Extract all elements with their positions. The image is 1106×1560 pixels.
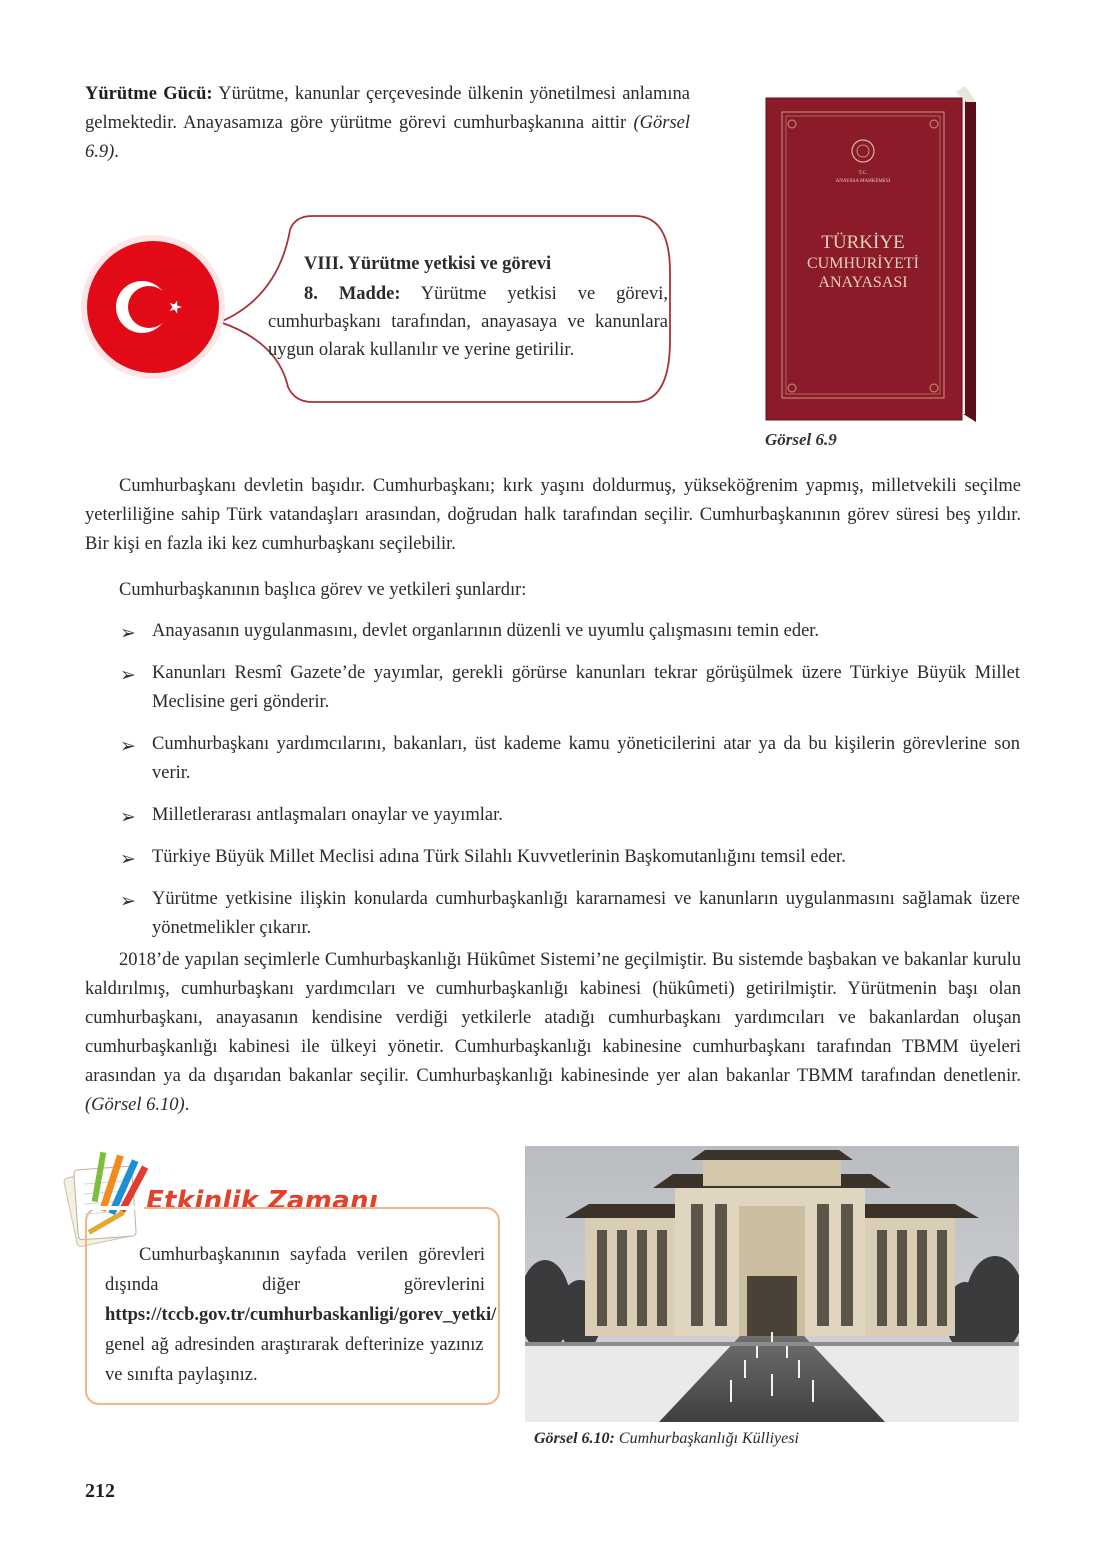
intro-figure-ref: (Görsel 6.9) (85, 113, 690, 162)
bubble-article (268, 280, 668, 364)
duties-list (120, 617, 1020, 956)
list-item: ➢ Anayasanın uygulanmasını, devlet organlarının düzenli ve uyumlu çalışmasını temin eder. (120, 617, 1020, 646)
activity-box-gap (84, 1206, 144, 1210)
photo-caption-label: Görsel 6.10: (534, 1430, 615, 1447)
book-tc: T.C. (858, 170, 868, 176)
intro-paragraph: Yürütme Gücü: Yürütme, kanunlar çerçevesinde ülkenin yönetilmesi anlamına gelmektedir. Anayasamıza göre yürütme görevi cumhurbaşkanına aittir (Görsel 6.9). (85, 84, 690, 162)
book-caption: Görsel 6.9 (765, 430, 837, 449)
duties-intro: Cumhurbaşkanının başlıca görev ve yetkileri şunlardır: (119, 580, 527, 600)
page-number: 212 (85, 1480, 115, 1502)
list-item: ➢ Türkiye Büyük Millet Meclisi adına Türk Silahlı Kuvvetlerinin Başkomutanlığını temsil eder. (120, 843, 1020, 872)
activity-title: Etkinlik Zamanı (146, 1186, 379, 1216)
presidential-complex-photo (525, 1146, 1019, 1422)
photo-caption: Görsel 6.10: Cumhurbaşkanlığı Külliyesi (534, 1430, 799, 1447)
article-text: Yürütme yetkisi ve görevi, cumhurbaşkanı tarafından, anayasaya ve kanunlara uygun olarak kullanılır ve yerine getirilir. (268, 284, 668, 360)
turkish-flag-icon (81, 235, 225, 379)
list-item: ➢ Milletlerarası antlaşmaları onaylar ve yayımlar. (120, 801, 1020, 830)
article-label: 8. Madde: (304, 284, 401, 304)
book-title-3: ANAYASASI (818, 274, 908, 291)
book-title-1: TÜRKİYE (821, 232, 905, 253)
list-item: ➢ Yürütme yetkisine ilişkin konularda cumhurbaşkanlığı kararnamesi ve kanunların uygulanmasını sağlamak üzere yönetmelikler çıkarır. (120, 889, 1020, 938)
president-paragraph: Cumhurbaşkanı devletin başıdır. Cumhurbaşkanı; kırk yaşını doldurmuş, yükseköğrenim yapmış, milletvekili seçilme yeterliliğine sahip Türk vatandaşları arasından, doğrudan halk tarafından seçilir. Cumhurbaşkanının görev süresi beş yıldır. Bir kişi en fazla iki kez cumhurbaşkanı seçilebilir. (85, 476, 1021, 554)
government-system-paragraph: 2018’de yapılan seçimlerle Cumhurbaşkanlığı Hükûmet Sistemi’ne geçilmiştir. Bu sistemde başbakan ve bakanlar kurulu kaldırılmış, cumhurbaşkanı yardımcıları ve cumhurbaşkanlığı kabinesi (hükûmeti) getirilmiştir. Yürütmenin başı olan cumhurbaşkanı, anayasanın kendisine verdiği yetkilerle atadığı cumhurbaşkanı yardımcıları ve bakanlardan oluşan cumhurbaşkanlığı kabinesi ile ülkeyi yönetir. Cumhurbaşkanlığı kabinesine cumhurbaşkanı tarafından TBMM üyeleri arasından ya da dışarıdan bakanlar seçilir. Cumhurbaşkanlığı kabinesinde yer alan bakanlar TBMM tarafından denetlenir. (Görsel 6.10). (85, 950, 1021, 1115)
para2-figure-ref: (Görsel 6.10) (85, 1095, 185, 1115)
intro-text: Yürütme, kanunlar çerçevesinde ülkenin yönetilmesi anlamına gelmektedir. Anayasamıza göre yürütme görevi cumhurbaşkanına aittir (85, 84, 690, 133)
constitution-book-image (760, 78, 980, 423)
arrow-bullet-icon: ➢ (120, 849, 136, 870)
book-title-2: CUMHURİYETİ (807, 255, 919, 272)
book-court: ANAYASA MAHKEMESİ (835, 179, 891, 184)
bubble-content (268, 250, 668, 364)
arrow-bullet-icon: ➢ (120, 807, 136, 828)
list-item: ➢ Cumhurbaşkanı yardımcılarını, bakanları, üst kademe kamu yöneticilerini atar ya da bu kişilerin görevlerine son verir. (120, 734, 1020, 783)
arrow-bullet-icon: ➢ (120, 665, 136, 686)
activity-url: https://tccb.gov.tr/cumhurbaskanligi/gorev_yetki/ (105, 1305, 497, 1325)
arrow-bullet-icon: ➢ (120, 736, 136, 757)
intro-term: Yürütme Gücü: (85, 84, 213, 104)
activity-text: Cumhurbaşkanının sayfada verilen görevleri dışında diğer görevlerini https://tccb.gov.tr/cumhurbaskanligi/gorev_yetki/ genel ağ adresinden araştırarak defterinize yazınız ve sınıfta paylaşınız. (105, 1245, 497, 1385)
arrow-bullet-icon: ➢ (120, 891, 136, 912)
list-item: ➢ Kanunları Resmî Gazete’de yayımlar, gerekli görürse kanunları tekrar görüşülmek üzere Türkiye Büyük Millet Meclisine geri gönderir. (120, 663, 1020, 712)
arrow-bullet-icon: ➢ (120, 623, 136, 644)
bubble-title: VIII. Yürütme yetkisi ve görevi (304, 254, 552, 274)
